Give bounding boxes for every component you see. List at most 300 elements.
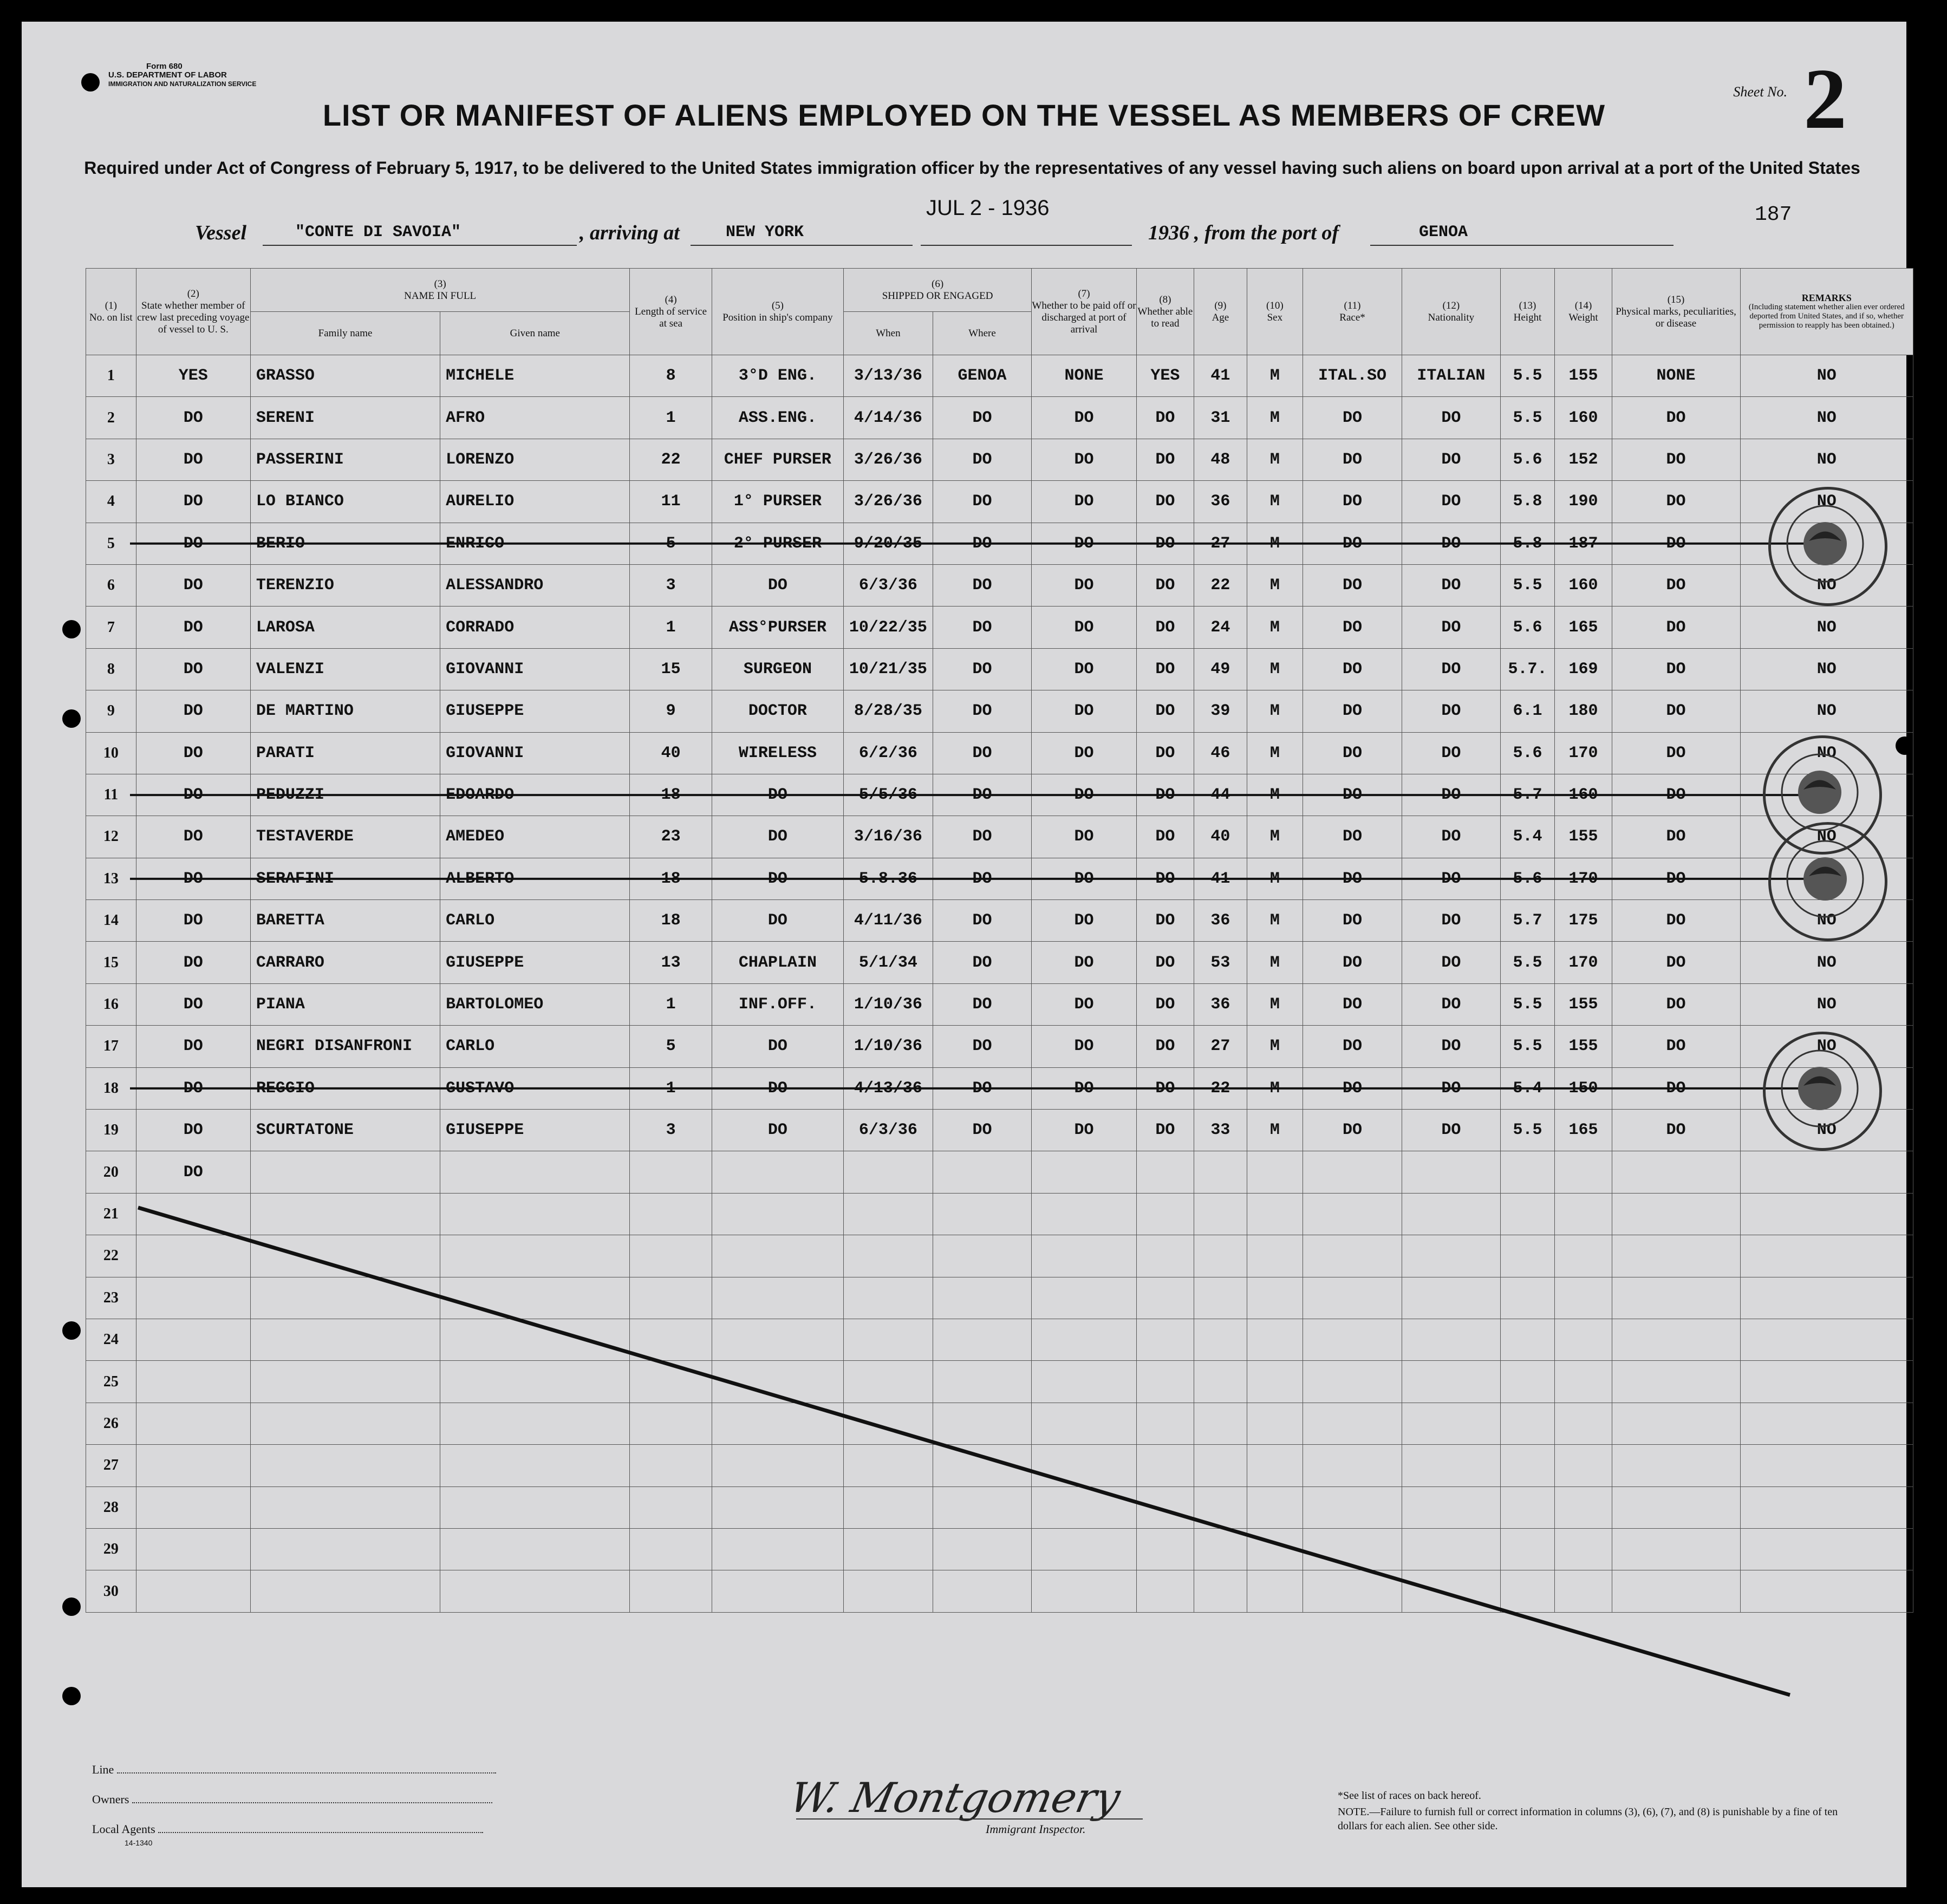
nationality: DO [1402, 523, 1500, 564]
remarks: NO [1740, 607, 1913, 648]
row-number: 14 [86, 900, 136, 942]
previous-voyage: DO [136, 900, 250, 942]
position: DO [712, 774, 843, 816]
shipped-where: DO [933, 900, 1031, 942]
date-stamp: JUL 2 - 1936 [926, 196, 1050, 220]
given-name: AMEDEO [440, 816, 630, 858]
sex: M [1247, 648, 1303, 690]
service-length: 1 [630, 1067, 712, 1109]
able-to-read: DO [1136, 1110, 1194, 1151]
shipped-when: 1/10/36 [844, 1026, 933, 1067]
previous-voyage: DO [136, 858, 250, 899]
height: 5.6 [1500, 439, 1555, 480]
height: 5.5 [1500, 564, 1555, 606]
given-name: GIOVANNI [440, 732, 630, 774]
shipped-where: DO [933, 648, 1031, 690]
shipped-where: DO [933, 481, 1031, 523]
shipped-when: 10/21/35 [844, 648, 933, 690]
able-to-read: DO [1136, 1026, 1194, 1067]
position: INF.OFF. [712, 983, 843, 1025]
age: 49 [1194, 648, 1247, 690]
row-number: 3 [86, 439, 136, 480]
sex: M [1247, 816, 1303, 858]
nationality: DO [1402, 1110, 1500, 1151]
given-name: GUSTAVO [440, 1067, 630, 1109]
shipped-when: 3/26/36 [844, 439, 933, 480]
age: 36 [1194, 481, 1247, 523]
paid-off: DO [1032, 690, 1137, 732]
age: 27 [1194, 523, 1247, 564]
remarks: NO [1740, 732, 1913, 774]
shipped-when: 5/5/36 [844, 774, 933, 816]
sex: M [1247, 774, 1303, 816]
row-number: 23 [86, 1277, 136, 1319]
remarks: NO [1740, 648, 1913, 690]
sex: M [1247, 523, 1303, 564]
shipped-when: 3/13/36 [844, 355, 933, 397]
paid-off: DO [1032, 1067, 1137, 1109]
paid-off: DO [1032, 732, 1137, 774]
shipped-where: DO [933, 564, 1031, 606]
physical-marks: DO [1612, 648, 1740, 690]
row-number: 18 [86, 1067, 136, 1109]
remarks: NO [1740, 397, 1913, 439]
nationality: DO [1402, 983, 1500, 1025]
paid-off: DO [1032, 1026, 1137, 1067]
col-header-4: (4) Length of service at sea [630, 269, 712, 355]
col-header-1: (1) No. on list [86, 269, 136, 355]
given-name: GIOVANNI [440, 648, 630, 690]
family-name: VALENZI [250, 648, 440, 690]
sex: M [1247, 983, 1303, 1025]
page-subtitle: Required under Act of Congress of February 5, 1917, to be delivered to the United States immigration officer by the representatives of any vessel having such aliens on board upon arrival at a port of the United States [84, 158, 1860, 178]
owners-field [92, 1792, 492, 1807]
given-name: ALBERTO [440, 858, 630, 899]
col-header-remarks: REMARKS (Including statement whether alien ever ordered deported from United States, and if so, whether permission to reapply has been obtained.) [1740, 269, 1913, 355]
position: DOCTOR [712, 690, 843, 732]
col-header-where: Where [933, 312, 1031, 355]
age: 41 [1194, 355, 1247, 397]
nationality: DO [1402, 397, 1500, 439]
races-note: *See list of races on back hereof. [1338, 1790, 1481, 1802]
race: DO [1303, 732, 1402, 774]
weight: 155 [1555, 983, 1612, 1025]
paid-off: DO [1032, 858, 1137, 899]
row-number: 16 [86, 983, 136, 1025]
remarks: NO [1740, 1026, 1913, 1067]
shipped-when: 10/22/35 [844, 607, 933, 648]
row-number: 1 [86, 355, 136, 397]
physical-marks: DO [1612, 564, 1740, 606]
age: 22 [1194, 564, 1247, 606]
line-field [92, 1763, 496, 1777]
family-name: PASSERINI [250, 439, 440, 480]
able-to-read: DO [1136, 1067, 1194, 1109]
nationality: DO [1402, 774, 1500, 816]
sex: M [1247, 1110, 1303, 1151]
position: SURGEON [712, 648, 843, 690]
row-number: 9 [86, 690, 136, 732]
race: DO [1303, 1067, 1402, 1109]
shipped-when: 4/13/36 [844, 1067, 933, 1109]
age: 36 [1194, 900, 1247, 942]
previous-voyage: YES [136, 355, 250, 397]
physical-marks: DO [1612, 481, 1740, 523]
previous-voyage: DO [136, 942, 250, 983]
from-port: GENOA [1419, 223, 1468, 242]
form-number: Form 680 [146, 62, 183, 71]
height: 5.7. [1500, 648, 1555, 690]
paid-off: DO [1032, 607, 1137, 648]
row-number: 17 [86, 1026, 136, 1067]
service-length: 5 [630, 523, 712, 564]
family-name: PIANA [250, 983, 440, 1025]
position: 3°D ENG. [712, 355, 843, 397]
service-length: 3 [630, 1110, 712, 1151]
row-number: 27 [86, 1445, 136, 1486]
sheet-number: 2 [1803, 50, 1847, 147]
previous-voyage: DO [136, 732, 250, 774]
age: 31 [1194, 397, 1247, 439]
shipped-when: 6/2/36 [844, 732, 933, 774]
row-number: 8 [86, 648, 136, 690]
sex: M [1247, 690, 1303, 732]
shipped-when: 4/11/36 [844, 900, 933, 942]
shipped-where: GENOA [933, 355, 1031, 397]
position: CHAPLAIN [712, 942, 843, 983]
race: DO [1303, 1110, 1402, 1151]
weight: 152 [1555, 439, 1612, 480]
family-name: DE MARTINO [250, 690, 440, 732]
service-length: 15 [630, 648, 712, 690]
age: 27 [1194, 1026, 1247, 1067]
weight: 155 [1555, 816, 1612, 858]
form-code: 14-1340 [125, 1838, 153, 1847]
shipped-when: 6/3/36 [844, 1110, 933, 1151]
sex: M [1247, 1067, 1303, 1109]
able-to-read: DO [1136, 648, 1194, 690]
race: DO [1303, 481, 1402, 523]
age: 41 [1194, 858, 1247, 899]
height: 5.6 [1500, 732, 1555, 774]
row-number: 24 [86, 1319, 136, 1360]
physical-marks: DO [1612, 690, 1740, 732]
able-to-read: DO [1136, 816, 1194, 858]
weight: 165 [1555, 1110, 1612, 1151]
position: CHEF PURSER [712, 439, 843, 480]
weight: 169 [1555, 648, 1612, 690]
col-header-8: (8) Whether able to read [1136, 269, 1194, 355]
inspector-label: Immigrant Inspector. [986, 1822, 1086, 1836]
col-header-14: (14) Weight [1555, 269, 1612, 355]
shipped-when: 4/14/36 [844, 397, 933, 439]
height: 5.5 [1500, 355, 1555, 397]
service-length: 18 [630, 900, 712, 942]
remarks: NO [1740, 481, 1913, 523]
weight: 190 [1555, 481, 1612, 523]
height: 6.1 [1500, 690, 1555, 732]
race: DO [1303, 816, 1402, 858]
age: 40 [1194, 816, 1247, 858]
age: 36 [1194, 983, 1247, 1025]
physical-marks: DO [1612, 607, 1740, 648]
able-to-read: DO [1136, 607, 1194, 648]
height: 5.5 [1500, 983, 1555, 1025]
race: DO [1303, 607, 1402, 648]
remarks: NO [1740, 816, 1913, 858]
weight: 150 [1555, 1067, 1612, 1109]
service-length: 3 [630, 564, 712, 606]
fine-note: NOTE.—Failure to furnish full or correct information in columns (3), (6), (7), and (8) is punishable by a fine of ten dollars for each alien. See other side. [1338, 1806, 1838, 1832]
nationality: DO [1402, 481, 1500, 523]
col-header-11: (11) Race* [1303, 269, 1402, 355]
shipped-where: DO [933, 690, 1031, 732]
shipped-when: 9/20/35 [844, 523, 933, 564]
sex: M [1247, 607, 1303, 648]
owners-dots [132, 1802, 492, 1803]
remarks: NO [1740, 564, 1913, 606]
agents-field [92, 1822, 483, 1836]
height: 5.7 [1500, 774, 1555, 816]
position: DO [712, 564, 843, 606]
shipped-when: 6/3/36 [844, 564, 933, 606]
position: DO [712, 900, 843, 942]
race: DO [1303, 942, 1402, 983]
row-number: 20 [86, 1151, 136, 1193]
shipped-where: DO [933, 774, 1031, 816]
row-number: 12 [86, 816, 136, 858]
previous-voyage: DO [136, 1067, 250, 1109]
paid-off: NONE [1032, 355, 1137, 397]
paid-off: DO [1032, 397, 1137, 439]
family-name: TESTAVERDE [250, 816, 440, 858]
given-name: AURELIO [440, 481, 630, 523]
nationality: DO [1402, 900, 1500, 942]
shipped-where: DO [933, 523, 1031, 564]
row-number: 28 [86, 1486, 136, 1528]
physical-marks: DO [1612, 983, 1740, 1025]
weight: 170 [1555, 858, 1612, 899]
previous-voyage: DO [136, 607, 250, 648]
remarks: NO [1740, 355, 1913, 397]
position: WIRELESS [712, 732, 843, 774]
family-name: BARETTA [250, 900, 440, 942]
height: 5.6 [1500, 607, 1555, 648]
col-header-13: (13) Height [1500, 269, 1555, 355]
row-number: 15 [86, 942, 136, 983]
age: 39 [1194, 690, 1247, 732]
race: DO [1303, 774, 1402, 816]
previous-voyage: DO [136, 1110, 250, 1151]
able-to-read: DO [1136, 732, 1194, 774]
weight: 160 [1555, 564, 1612, 606]
weight: 160 [1555, 774, 1612, 816]
family-name: BERIO [250, 523, 440, 564]
row-number: 22 [86, 1235, 136, 1277]
signature-line [796, 1818, 1143, 1820]
row-number: 26 [86, 1403, 136, 1444]
nationality: DO [1402, 1026, 1500, 1067]
col-header-when: When [844, 312, 933, 355]
height: 5.4 [1500, 816, 1555, 858]
sex: M [1247, 1026, 1303, 1067]
row-number: 4 [86, 481, 136, 523]
given-name: BARTOLOMEO [440, 983, 630, 1025]
paid-off: DO [1032, 439, 1137, 480]
able-to-read: DO [1136, 397, 1194, 439]
line-label: Line [92, 1763, 114, 1776]
race: DO [1303, 523, 1402, 564]
nationality: DO [1402, 816, 1500, 858]
race: DO [1303, 564, 1402, 606]
service-length: 11 [630, 481, 712, 523]
family-name: REGGIO [250, 1067, 440, 1109]
form-department: U.S. DEPARTMENT OF LABOR [108, 70, 227, 80]
given-name: GIUSEPPE [440, 942, 630, 983]
height: 5.5 [1500, 1026, 1555, 1067]
family-name: GRASSO [250, 355, 440, 397]
paid-off: DO [1032, 648, 1137, 690]
service-length: 22 [630, 439, 712, 480]
page-title: LIST OR MANIFEST OF ALIENS EMPLOYED ON THE VESSEL AS MEMBERS OF CREW [322, 98, 1606, 132]
given-name: CARLO [440, 900, 630, 942]
row-number: 13 [86, 858, 136, 899]
shipped-where: DO [933, 607, 1031, 648]
family-name: NEGRI DISANFRONI [250, 1026, 440, 1067]
shipped-where: DO [933, 1026, 1031, 1067]
race: ITAL.SO [1303, 355, 1402, 397]
previous-voyage: DO [136, 1151, 250, 1193]
row-number: 19 [86, 1110, 136, 1151]
height: 5.6 [1500, 858, 1555, 899]
remarks: NO [1740, 942, 1913, 983]
nationality: DO [1402, 732, 1500, 774]
shipped-when: 5/1/34 [844, 942, 933, 983]
family-name: SERENI [250, 397, 440, 439]
nationality: DO [1402, 858, 1500, 899]
shipped-where: DO [933, 942, 1031, 983]
physical-marks: DO [1612, 942, 1740, 983]
race: DO [1303, 983, 1402, 1025]
family-name: SERAFINI [250, 858, 440, 899]
col-header-3: (3) NAME IN FULL [250, 269, 630, 312]
service-length: 5 [630, 1026, 712, 1067]
owners-label: Owners [92, 1792, 129, 1806]
shipped-where: DO [933, 816, 1031, 858]
able-to-read: DO [1136, 900, 1194, 942]
col-header-15: (15) Physical marks, peculiarities, or disease [1612, 269, 1740, 355]
shipped-where: DO [933, 1067, 1031, 1109]
previous-voyage: DO [136, 648, 250, 690]
paid-off: DO [1032, 523, 1137, 564]
nationality: DO [1402, 648, 1500, 690]
able-to-read: DO [1136, 774, 1194, 816]
year: 1936 [1148, 221, 1189, 244]
paid-off: DO [1032, 983, 1137, 1025]
col-header-5: (5) Position in ship's company [712, 269, 843, 355]
service-length: 18 [630, 858, 712, 899]
paid-off: DO [1032, 774, 1137, 816]
inspector-signature: W. Montgomery [785, 1773, 1125, 1822]
position: ASS.ENG. [712, 397, 843, 439]
row-number: 7 [86, 607, 136, 648]
weight: 165 [1555, 607, 1612, 648]
previous-voyage: DO [136, 397, 250, 439]
family-name: PEDUZZI [250, 774, 440, 816]
col-header-given-name: Given name [440, 312, 630, 355]
physical-marks: DO [1612, 397, 1740, 439]
shipped-where: DO [933, 397, 1031, 439]
previous-voyage: DO [136, 1026, 250, 1067]
remarks: NO [1740, 1110, 1913, 1151]
able-to-read: DO [1136, 942, 1194, 983]
previous-voyage: DO [136, 690, 250, 732]
age: 44 [1194, 774, 1247, 816]
physical-marks: DO [1612, 732, 1740, 774]
previous-voyage: DO [136, 481, 250, 523]
given-name: AFRO [440, 397, 630, 439]
row-number: 5 [86, 523, 136, 564]
able-to-read: DO [1136, 481, 1194, 523]
col-header-12: (12) Nationality [1402, 269, 1500, 355]
manifest-page [22, 22, 1906, 1887]
race: DO [1303, 690, 1402, 732]
agents-dots [158, 1832, 483, 1833]
sex: M [1247, 564, 1303, 606]
row-number: 11 [86, 774, 136, 816]
position: DO [712, 1110, 843, 1151]
family-name: LAROSA [250, 607, 440, 648]
physical-marks: DO [1612, 858, 1740, 899]
sex: M [1247, 397, 1303, 439]
form-service: IMMIGRATION AND NATURALIZATION SERVICE [108, 80, 257, 88]
previous-voyage: DO [136, 816, 250, 858]
race: DO [1303, 439, 1402, 480]
weight: 187 [1555, 523, 1612, 564]
sex: M [1247, 732, 1303, 774]
shipped-when: 5.8.36 [844, 858, 933, 899]
row-number: 10 [86, 732, 136, 774]
given-name: MICHELE [440, 355, 630, 397]
cancel-diagonal-line [138, 1208, 1790, 1695]
service-length: 23 [630, 816, 712, 858]
able-to-read: DO [1136, 690, 1194, 732]
shipped-where: DO [933, 858, 1031, 899]
weight: 175 [1555, 900, 1612, 942]
line-dots [117, 1772, 496, 1773]
remarks: NO [1740, 690, 1913, 732]
physical-marks: DO [1612, 439, 1740, 480]
service-length: 13 [630, 942, 712, 983]
position: DO [712, 1026, 843, 1067]
given-name: GIUSEPPE [440, 1110, 630, 1151]
remarks: NO [1740, 983, 1913, 1025]
physical-marks: DO [1612, 1026, 1740, 1067]
height: 5.5 [1500, 942, 1555, 983]
able-to-read: DO [1136, 439, 1194, 480]
paid-off: DO [1032, 1110, 1137, 1151]
given-name: ALESSANDRO [440, 564, 630, 606]
eagle-seal-icon [1768, 487, 1887, 606]
previous-voyage: DO [136, 439, 250, 480]
col-header-family-name: Family name [250, 312, 440, 355]
given-name: ENRICO [440, 523, 630, 564]
weight: 170 [1555, 732, 1612, 774]
sex: M [1247, 439, 1303, 480]
shipped-where: DO [933, 983, 1031, 1025]
row-number: 2 [86, 397, 136, 439]
col-header-6: (6) SHIPPED OR ENGAGED [844, 269, 1032, 312]
